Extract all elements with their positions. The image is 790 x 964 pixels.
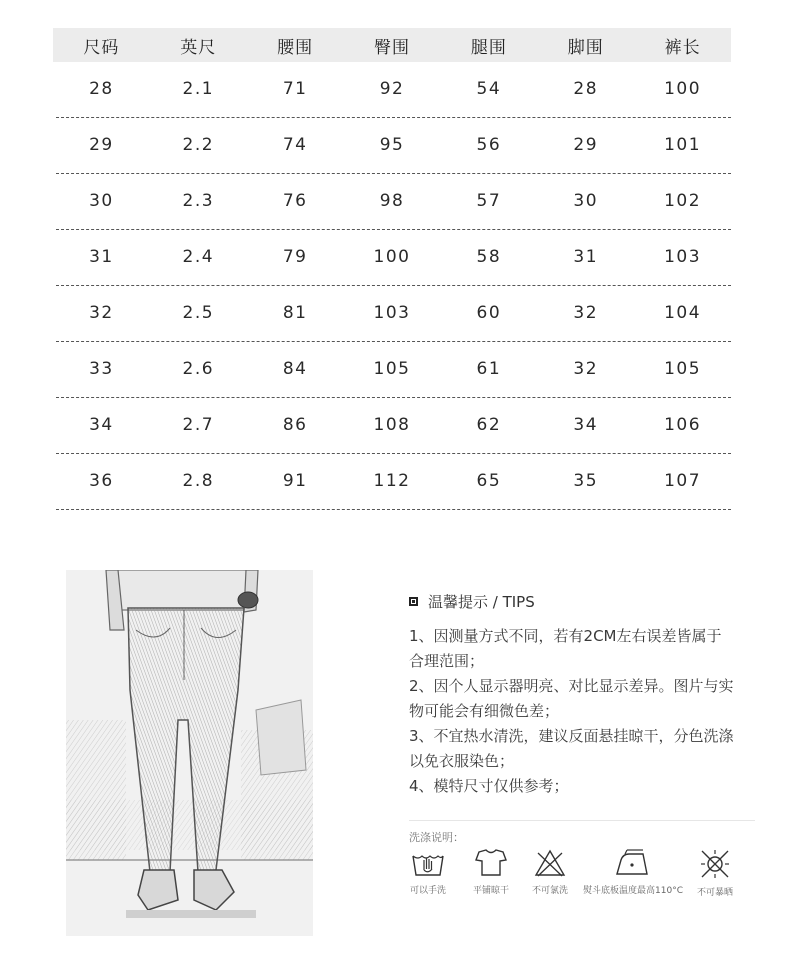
tip-item: 3、不宜热水清洗，建议反面悬挂晾干，分色洗涤以免衣服染色； [409, 727, 734, 770]
tips-title: 温馨提示 / TIPS [428, 592, 535, 611]
cell-feet: 2.6 [182, 359, 215, 379]
cell-hip: 92 [379, 79, 405, 99]
cell-hem: 29 [573, 135, 599, 155]
cell-length: 107 [664, 471, 702, 491]
cell-hip: 103 [373, 303, 411, 323]
cell-hem: 28 [573, 79, 599, 99]
size-table [53, 28, 731, 510]
table-row [53, 230, 731, 286]
tips-list [409, 624, 735, 799]
cell-thigh: 62 [476, 415, 502, 435]
cell-hip: 105 [373, 359, 411, 379]
header-thigh: 腿围 [470, 37, 507, 58]
cell-feet: 2.2 [182, 135, 215, 155]
square-bullet-icon [409, 597, 418, 606]
cell-length: 101 [664, 135, 702, 155]
wash-label: 可以手洗 [409, 886, 446, 896]
wash-item-hand-wash [403, 848, 453, 896]
header-size: 尺码 [83, 37, 120, 58]
cell-length: 103 [664, 247, 702, 267]
cell-waist: 91 [282, 471, 308, 491]
tips-header [409, 590, 759, 612]
cell-hip: 98 [379, 191, 405, 211]
table-row [53, 342, 731, 398]
table-row [53, 454, 731, 510]
cell-size: 28 [89, 79, 114, 99]
wash-divider [409, 820, 755, 821]
cell-hip: 112 [373, 471, 411, 491]
tip-item: 1、因测量方式不同，若有2CM左右误差皆属于合理范围； [409, 627, 722, 670]
cell-thigh: 54 [476, 79, 502, 99]
cell-hem: 31 [573, 247, 599, 267]
cell-waist: 76 [282, 191, 308, 211]
header-hem: 脚围 [567, 37, 604, 58]
size-table-body [53, 62, 731, 510]
wash-icons [403, 848, 763, 908]
cell-size: 29 [89, 135, 114, 155]
cell-size: 36 [89, 471, 114, 491]
wash-title: 洗涤说明： [409, 831, 464, 844]
cell-length: 100 [664, 79, 702, 99]
wash-label: 不可暴晒 [696, 888, 733, 898]
header-feet: 英尺 [180, 37, 217, 58]
cell-feet: 2.4 [182, 247, 215, 267]
cell-thigh: 65 [476, 471, 502, 491]
cell-hem: 30 [573, 191, 599, 211]
cell-hip: 100 [373, 247, 411, 267]
wash-label: 平铺晾干 [472, 886, 509, 896]
table-row [53, 62, 731, 118]
cell-hip: 95 [379, 135, 405, 155]
wash-item-no-sun-dry [691, 848, 739, 898]
cell-waist: 74 [282, 135, 308, 155]
wash-item-no-bleach [525, 848, 575, 896]
cell-size: 32 [89, 303, 114, 323]
wash-item-iron [581, 848, 685, 896]
wash-item-flat-dry [463, 848, 519, 896]
cell-thigh: 61 [476, 359, 502, 379]
cell-thigh: 57 [476, 191, 502, 211]
cell-length: 105 [664, 359, 702, 379]
cell-waist: 81 [282, 303, 308, 323]
cell-hip: 108 [373, 415, 411, 435]
cell-waist: 71 [282, 79, 308, 99]
wash-label: 不可氯洗 [531, 886, 568, 896]
cell-hem: 35 [573, 471, 599, 491]
header-waist: 腰围 [277, 37, 314, 58]
cell-waist: 79 [282, 247, 308, 267]
wash-label: 熨斗底板温度最高110°C [583, 886, 683, 896]
cell-feet: 2.7 [182, 415, 215, 435]
cell-size: 31 [89, 247, 114, 267]
table-row [53, 286, 731, 342]
cell-hem: 32 [573, 359, 599, 379]
tip-item: 4、模特尺寸仅供参考； [409, 777, 569, 795]
hand-wash-icon [410, 848, 446, 878]
header-hip: 臀围 [374, 37, 410, 58]
size-table-header [53, 28, 731, 62]
cell-size: 34 [89, 415, 114, 435]
table-row [53, 174, 731, 230]
model-photo [66, 570, 313, 936]
cell-waist: 86 [282, 415, 308, 435]
tips-section [409, 590, 759, 799]
cell-feet: 2.3 [182, 191, 215, 211]
no-bleach-icon [533, 848, 567, 878]
cell-thigh: 58 [476, 247, 502, 267]
tip-item: 2、因个人显示器明亮、对比显示差异。图片与实物可能会有细微色差； [409, 677, 734, 720]
cell-size: 33 [89, 359, 114, 379]
header-length: 裤长 [664, 37, 701, 58]
cell-hem: 32 [573, 303, 599, 323]
cell-feet: 2.8 [182, 471, 215, 491]
table-row [53, 118, 731, 174]
cell-feet: 2.1 [182, 79, 215, 99]
iron-icon [613, 848, 653, 878]
flat-dry-icon [474, 848, 508, 878]
cell-length: 106 [664, 415, 702, 435]
cell-hem: 34 [573, 415, 599, 435]
no-sun-dry-icon [698, 848, 732, 880]
cell-length: 104 [664, 303, 702, 323]
cell-length: 102 [664, 191, 702, 211]
cell-size: 30 [89, 191, 114, 211]
cell-feet: 2.5 [182, 303, 215, 323]
cell-thigh: 56 [476, 135, 502, 155]
cell-thigh: 60 [476, 303, 502, 323]
cell-waist: 84 [282, 359, 308, 379]
table-row [53, 398, 731, 454]
